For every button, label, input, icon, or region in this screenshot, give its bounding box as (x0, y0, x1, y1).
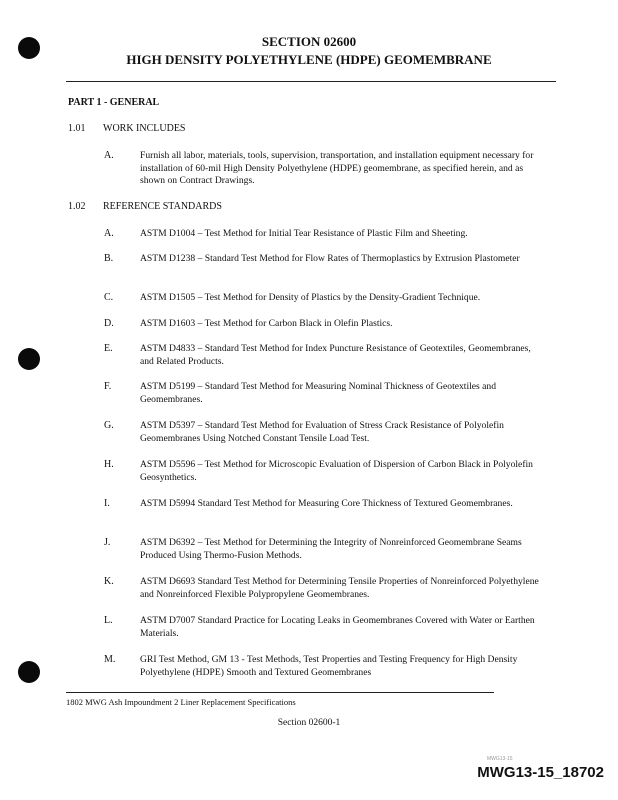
item-text: ASTM D6392 – Test Method for Determining the Integrity of Nonreinforced Geomembrane Seams Produced Using Thermo-Fusion Methods. (140, 537, 522, 561)
punch-hole-middle (18, 348, 40, 370)
item-letter: A. (104, 150, 114, 161)
article-title: WORK INCLUDES (103, 123, 186, 134)
item-text: ASTM D5596 – Test Method for Microscopic Evaluation of Dispersion of Carbon Black in Polyolefin Geosynthetics. (140, 459, 533, 483)
article-title: REFERENCE STANDARDS (103, 201, 222, 212)
header-rule (66, 81, 556, 82)
footer-rule (66, 692, 494, 693)
bates-number: MWG13-15_18702 (477, 764, 604, 781)
item-letter: L. (104, 615, 113, 626)
section-number: SECTION 02600 (261, 34, 357, 49)
item-text: ASTM D1004 – Test Method for Initial Tear Resistance of Plastic Film and Sheeting. (140, 228, 468, 239)
item-text: ASTM D1505 – Test Method for Density of Plastics by the Density-Gradient Technique. (140, 292, 481, 303)
item-letter: F. (104, 381, 112, 392)
item-text: GRI Test Method, GM 13 - Test Methods, Test Properties and Testing Frequency for High Density Polyethylene (HDPE) Smooth and Textured Geomembranes (140, 654, 518, 678)
item-letter: J. (104, 537, 111, 548)
item-text: Furnish all labor, materials, tools, supervision, transportation, and installation equipment necessary for installation of 60-mil High Density Polyethylene (HDPE) geomembrane, as specified herein, and as shown on Contract Drawings. (140, 150, 534, 186)
article-number: 1.01 (68, 123, 86, 134)
article-number: 1.02 (68, 201, 86, 212)
item-letter: B. (104, 253, 114, 264)
item-text: ASTM D1603 – Test Method for Carbon Black in Olefin Plastics. (140, 318, 393, 329)
page-number: Section 02600-1 (277, 718, 341, 728)
punch-hole-bottom (18, 661, 40, 683)
item-text: ASTM D6693 Standard Test Method for Determining Tensile Properties of Nonreinforced Polyethylene and Nonreinforced Flexible Polypropylene Geomembranes. (140, 576, 539, 600)
bates-stamp-small: MWG13-15 (487, 756, 513, 762)
item-text: ASTM D5397 – Standard Test Method for Evaluation of Stress Crack Resistance of Polyolefin Geomembranes Using Notched Constant Tensile Load Test. (140, 420, 504, 444)
item-letter: C. (104, 292, 114, 303)
item-text: ASTM D4833 – Standard Test Method for Index Puncture Resistance of Geotextiles, Geomembranes, and Related Products. (140, 343, 531, 367)
item-letter: G. (104, 420, 114, 431)
item-letter: I. (104, 498, 110, 509)
footer-spec-title: 1802 MWG Ash Impoundment 2 Liner Replacement Specifications (66, 697, 296, 707)
item-letter: M. (104, 654, 116, 665)
item-letter: A. (104, 228, 114, 239)
item-text: ASTM D7007 Standard Practice for Locating Leaks in Geomembranes Covered with Water or Earthen Materials. (140, 615, 535, 639)
item-letter: D. (104, 318, 114, 329)
item-letter: E. (104, 343, 113, 354)
item-text: ASTM D5199 – Standard Test Method for Measuring Nominal Thickness of Geotextiles and Geomembranes. (140, 381, 497, 405)
item-text: ASTM D1238 – Standard Test Method for Flow Rates of Thermoplastics by Extrusion Plastometer (140, 253, 520, 264)
item-text: ASTM D5994 Standard Test Method for Measuring Core Thickness of Textured Geomembranes. (140, 498, 513, 509)
item-letter: H. (104, 459, 114, 470)
item-letter: K. (104, 576, 114, 587)
section-title: HIGH DENSITY POLYETHYLENE (HDPE) GEOMEMBRANE (126, 52, 492, 67)
part-heading: PART 1 - GENERAL (68, 97, 160, 108)
